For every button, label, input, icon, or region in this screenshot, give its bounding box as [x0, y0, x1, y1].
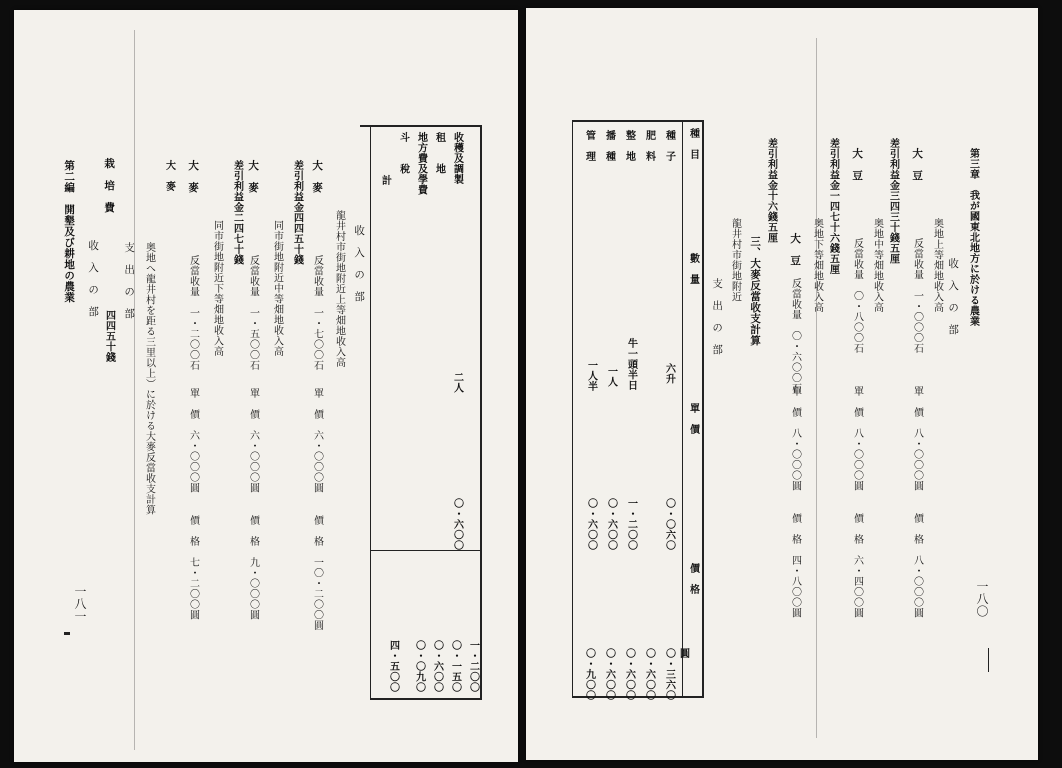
table-column: 地方費及學費 [415, 132, 427, 195]
table-item: 肥 料 [643, 130, 655, 162]
cultivation-cost-amount: 四四五十錢 [103, 310, 115, 363]
row-diff: 差引利益金一四七十六錢五厘 [827, 138, 839, 275]
margin-mark [988, 648, 989, 672]
section-label: 奥地下等畑地收入高 [811, 218, 823, 313]
table-amount: 〇・〇九〇 [413, 640, 425, 693]
subtitle: 奥地へ龍井村を距る三里以上）に於ける大麥反當收支計算 [143, 242, 155, 515]
unit-price: 單 價 六・〇〇〇圓 [311, 388, 323, 493]
section-label: 同市街地附近下等畑地收入高 [211, 220, 223, 357]
section-title: 三、大麥反當收支計算 [749, 236, 762, 346]
page-crease [816, 38, 817, 738]
value: 價 格 八・〇〇〇圓 [911, 513, 923, 618]
crop-label: 大 麥 [247, 160, 260, 193]
cultivation-cost-label: 栽 培 費 [103, 158, 116, 213]
value: 價 格 九・〇〇〇圓 [247, 515, 259, 620]
margin-mark [64, 632, 70, 635]
expense-heading: 支 出 の 部 [123, 242, 136, 319]
table-column: 租 地 [433, 132, 445, 174]
unit-price: 單 價 六・〇〇〇圓 [187, 388, 199, 493]
section-label: 奥地中等畑地收入高 [871, 218, 883, 313]
unit-price: 單 價 八・〇〇〇圓 [851, 386, 863, 491]
table-left-rule [572, 120, 573, 698]
table-column: 收穫及調製 [451, 132, 463, 185]
table-unit-price: 〇・六〇〇 [585, 498, 597, 551]
location: 龍井村市街地附近 [729, 218, 741, 302]
value: 價 格 六・四〇〇圓 [851, 513, 863, 618]
crop-label: 大 豆 [851, 148, 864, 181]
table-amount: 〇・三六〇 [663, 648, 675, 701]
table-left-rule [370, 125, 371, 700]
crop-label: 大 麥 [187, 160, 200, 193]
page-number: 一八一 [73, 585, 87, 623]
table-amount: 〇・九〇〇 [583, 648, 595, 701]
section-label: 龍井村市街地附近上等畑地收入高 [333, 210, 345, 368]
running-header: 第三章 我が國東北地方に於ける農業 [967, 148, 979, 327]
value: 價 格 一〇・二〇〇圓 [311, 515, 323, 631]
yield: 反當收量 〇・八〇〇石 [851, 238, 863, 354]
table-column: 斗 稅 [397, 132, 409, 174]
income-heading: 收 入 の 部 [947, 258, 960, 335]
table-item: 管 理 [583, 130, 595, 162]
crop-label: 大 豆 [911, 148, 924, 181]
table-column: 計 [379, 175, 391, 186]
yen-mark: 圓 [677, 648, 689, 659]
table-unit-price: 〇・〇六〇 [663, 498, 675, 551]
table-amount: 〇・六〇〇 [603, 648, 615, 701]
row-diff-3: 差引利益金四四五十錢 [291, 160, 303, 265]
table-quantity: 一人半 [585, 360, 597, 392]
table-item: 整 地 [623, 130, 635, 162]
table-heading: 收 入 の 部 [353, 225, 366, 302]
row-diff: 差引利益金三四三十錢五厘 [887, 138, 899, 264]
table-amount: 〇・六〇〇 [643, 648, 655, 701]
table-right-rule [480, 125, 482, 700]
page-crease [134, 30, 135, 750]
unit-price: 單 價 八・〇〇〇圓 [789, 386, 801, 491]
row-diff-1: 大 麥 [163, 160, 175, 192]
table-amount: 一・二〇〇 [467, 640, 479, 693]
yield: 反當收量 一・〇〇〇石 [911, 238, 923, 354]
table-quantity: 六升 [663, 363, 675, 384]
table-col-header: 數 量 [687, 253, 699, 285]
value: 價 格 七・二〇〇圓 [187, 515, 199, 620]
left-page [14, 10, 518, 762]
expense-heading: 支 出 の 部 [711, 278, 724, 355]
table-right-rule [702, 120, 704, 698]
table-quantity: 一人 [605, 366, 617, 387]
table-bottom-rule [370, 698, 480, 700]
table-unit-price: 〇・六〇〇 [451, 498, 463, 551]
table-header-rule [682, 120, 683, 698]
row-diff-2: 差引利益金二四七十錢 [231, 160, 243, 265]
table-quantity: 二人 [451, 372, 463, 393]
running-header: 第二編 開墾及び耕地の農業 [63, 160, 76, 303]
right-page [526, 8, 1038, 760]
table-col-header: 種 目 [687, 128, 699, 160]
table-item: 種 子 [663, 130, 675, 162]
table-top-rule [572, 120, 704, 122]
table-col-header: 價 格 [687, 563, 699, 595]
crop-label: 大 豆 [789, 233, 802, 266]
table-quantity: 牛一頭半日 [625, 338, 637, 391]
table-top-rule [360, 125, 480, 127]
table-item: 播 種 [603, 130, 615, 162]
value: 價 格 四・八〇〇圓 [789, 513, 801, 618]
unit-price: 單 價 六・〇〇〇圓 [247, 388, 259, 493]
table-unit-price: 〇・六〇〇 [605, 498, 617, 551]
table-amount: 〇・一五〇 [449, 640, 461, 693]
table-unit-price: 一・二〇〇 [625, 498, 637, 551]
income-heading: 收 入 の 部 [87, 240, 100, 317]
yield: 反當收量 〇・六〇〇石 [789, 278, 801, 394]
table-mid-rule [370, 550, 480, 551]
section-label: 同市街地附近中等畑地收入高 [271, 220, 283, 357]
page-number: 一八〇 [975, 580, 989, 618]
crop-label: 大 麥 [311, 160, 324, 193]
yield: 反當收量 一・二〇〇石 [187, 255, 199, 371]
table-amount: 四・五〇〇 [387, 640, 399, 693]
table-col-header: 單 價 [687, 403, 699, 435]
table-amount: 〇・六〇〇 [431, 640, 443, 693]
yield: 反當收量 一・五〇〇石 [247, 255, 259, 371]
yield: 反當收量 一・七〇〇石 [311, 255, 323, 371]
row-diff: 差引利益金十六錢五厘 [765, 138, 777, 243]
unit-price: 單 價 八・〇〇〇圓 [911, 386, 923, 491]
section-label: 奥地上等畑地收入高 [931, 218, 943, 313]
table-amount: 〇・六〇〇 [623, 648, 635, 701]
